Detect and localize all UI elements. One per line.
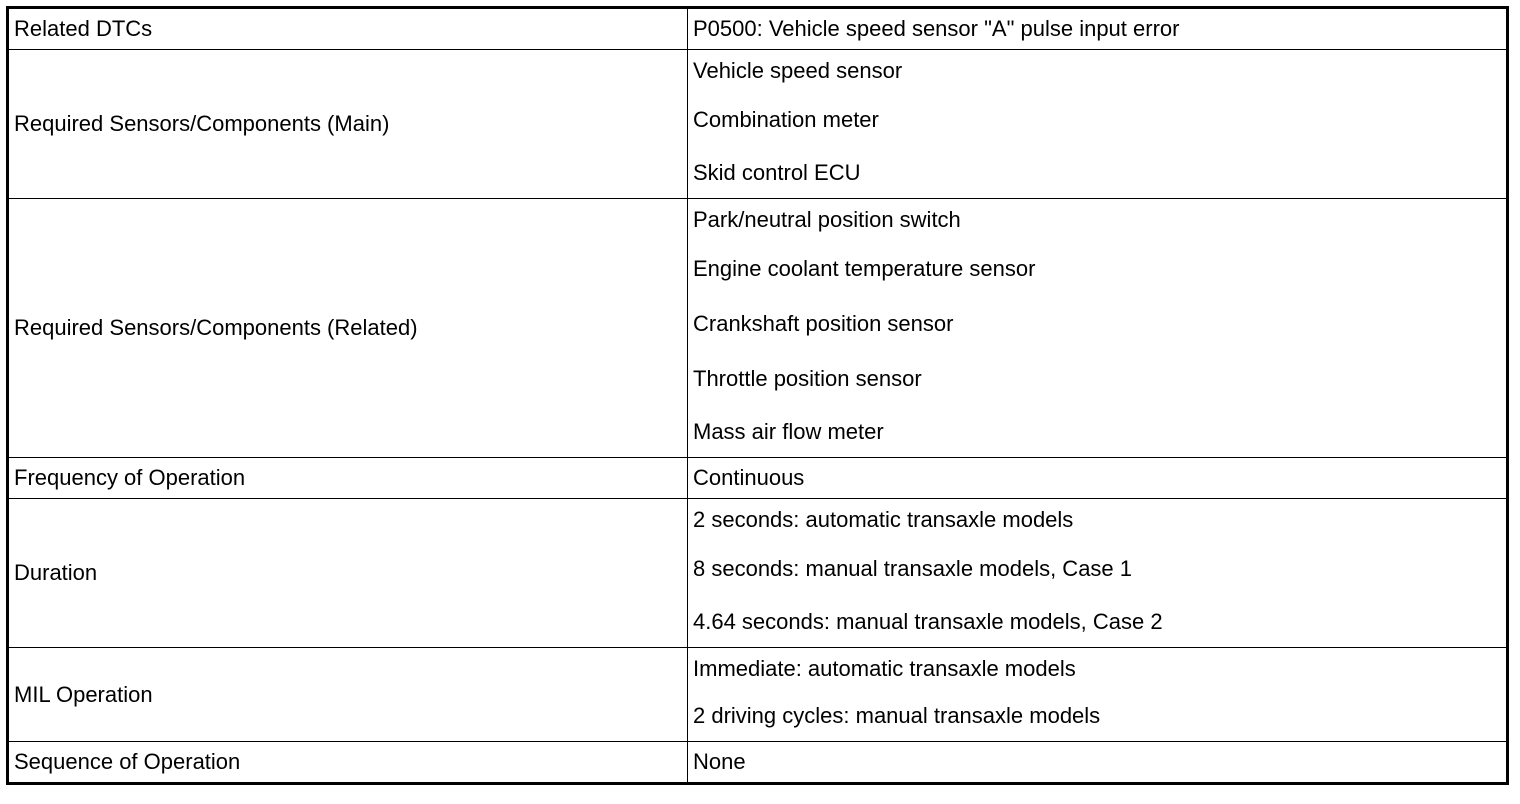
value-line: Throttle position sensor	[693, 366, 922, 391]
table-row	[8, 458, 1508, 499]
value-line: Engine coolant temperature sensor	[693, 256, 1036, 281]
value-line: Immediate: automatic transaxle models	[693, 656, 1076, 681]
row-label: Duration	[8, 499, 688, 648]
row-value-list	[688, 648, 1508, 742]
value-line: Crankshaft position sensor	[693, 311, 954, 336]
row-label: Required Sensors/Components (Main)	[8, 50, 688, 199]
row-value: Continuous	[688, 458, 1508, 499]
table-row	[8, 8, 1508, 50]
row-label: Frequency of Operation	[8, 458, 688, 499]
table-row	[8, 648, 1508, 742]
row-value-list	[688, 499, 1508, 648]
value-line: 4.64 seconds: manual transaxle models, Case 2	[693, 609, 1163, 634]
row-value: None	[688, 742, 1508, 784]
table-row	[8, 199, 1508, 458]
value-line: Combination meter	[693, 107, 879, 132]
table-row	[8, 499, 1508, 648]
table-row	[8, 50, 1508, 199]
monitor-spec-table	[6, 6, 1509, 785]
row-label: MIL Operation	[8, 648, 688, 742]
table-row	[8, 742, 1508, 784]
row-label: Required Sensors/Components (Related)	[8, 199, 688, 458]
row-value-list	[688, 199, 1508, 458]
row-label: Sequence of Operation	[8, 742, 688, 784]
value-line: 2 seconds: automatic transaxle models	[693, 507, 1074, 532]
row-label: Related DTCs	[8, 8, 688, 50]
row-value-list	[688, 50, 1508, 199]
row-value: P0500: Vehicle speed sensor "A" pulse input error	[688, 8, 1508, 50]
value-line: Park/neutral position switch	[693, 207, 961, 232]
value-line: 8 seconds: manual transaxle models, Case 1	[693, 556, 1133, 581]
value-line: Mass air flow meter	[693, 419, 884, 444]
value-line: Vehicle speed sensor	[693, 58, 903, 83]
value-line: 2 driving cycles: manual transaxle models	[693, 703, 1101, 728]
value-line: Skid control ECU	[693, 160, 861, 185]
